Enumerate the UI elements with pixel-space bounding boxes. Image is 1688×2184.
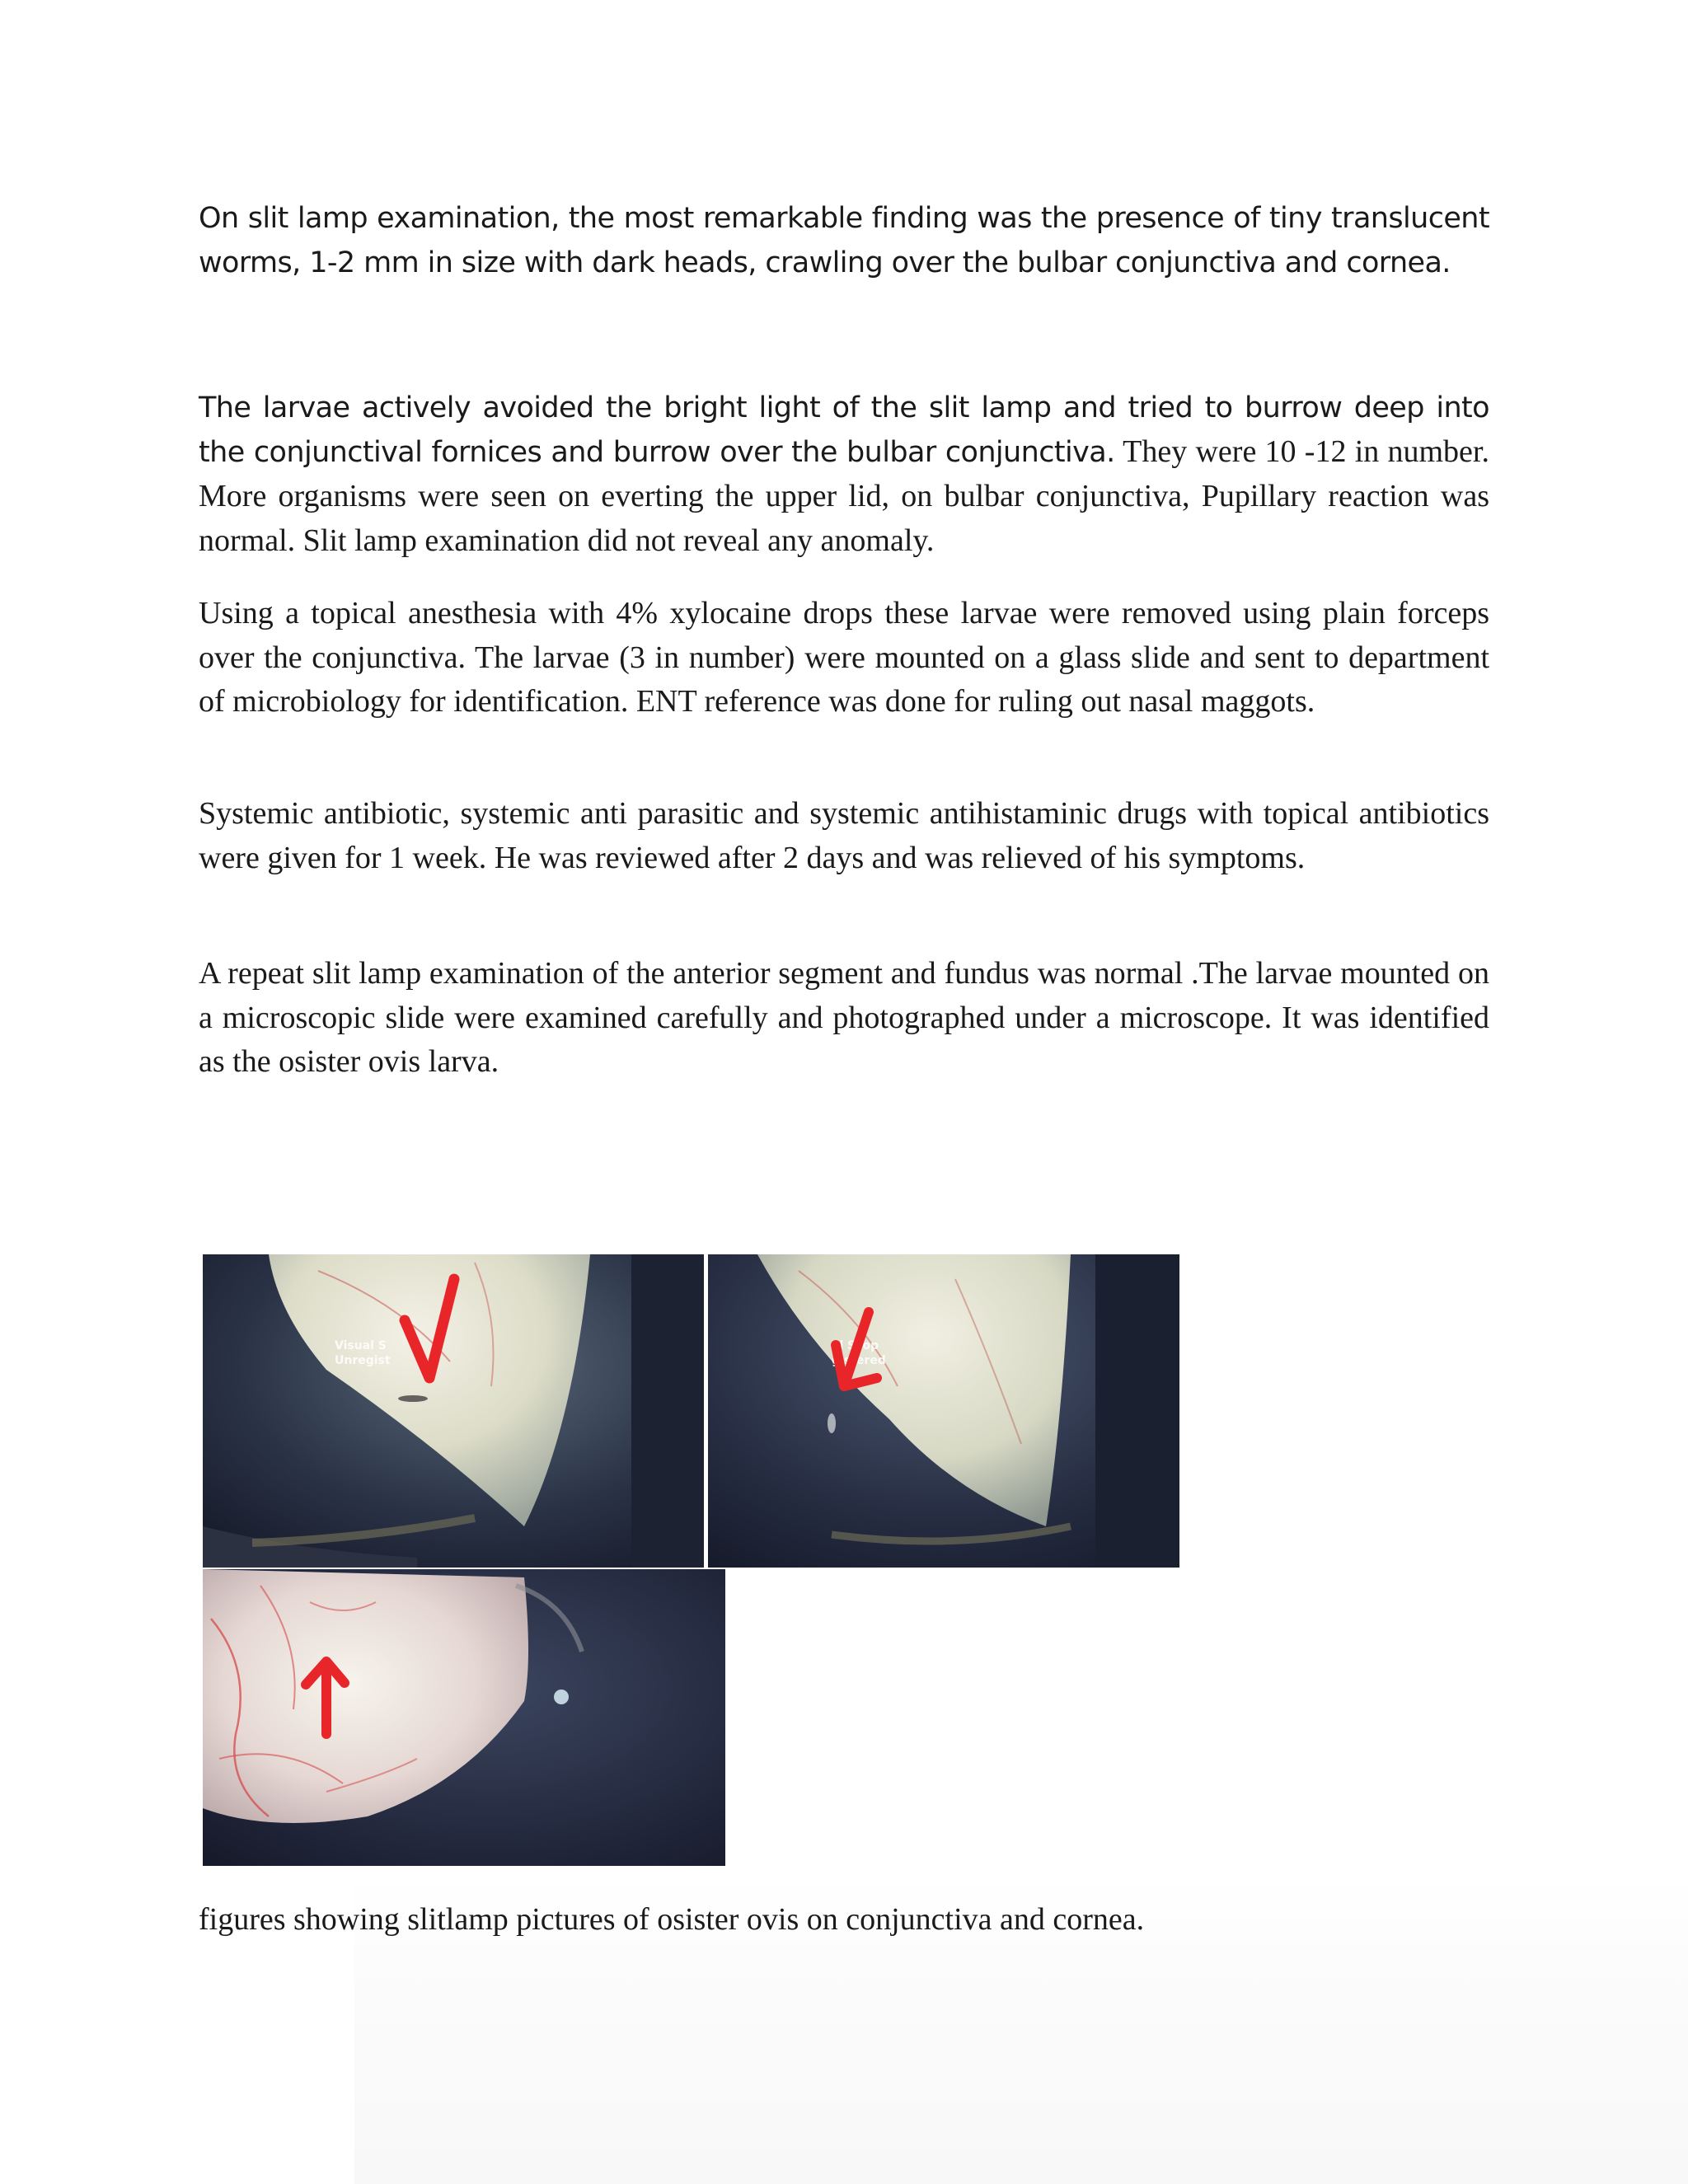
slitlamp-photo-2-image: [708, 1254, 1179, 1568]
paragraph-larvae-behavior: [199, 386, 1489, 563]
watermark-line1: Visual S: [335, 1339, 387, 1352]
paragraph-slit-lamp-finding: On slit lamp examination, the most remarkable finding was the presence of tiny translucent worms, 1-2 mm in size with dark heads, crawling over the bulbar conjunctiva and cornea.: [199, 202, 1489, 279]
watermark-line1: al Scop: [832, 1339, 879, 1352]
paragraph-larvae-behavior-part2: They were 10 -12 in number. More organisms were seen on everting the upper lid, on bulbar conjunctiva, Pupillary reaction was normal. Slit lamp examination did not reveal any anomaly.: [199, 434, 1489, 558]
watermark-line2: Unregist: [335, 1354, 391, 1367]
watermark-line2: gistered: [832, 1354, 886, 1367]
slitlamp-photo-3-image: [203, 1569, 725, 1866]
paragraph-removal-procedure: Using a topical anesthesia with 4% xylocaine drops these larvae were removed using plain forceps over the conjunctiva. The larvae (3 in number) were mounted on a glass slide and sent to department of microbiology for identification. ENT reference was done for ruling out nasal maggots.: [199, 596, 1489, 719]
figure-caption: figures showing slitlamp pictures of osister ovis on conjunctiva and cornea.: [199, 1902, 1145, 1937]
slitlamp-photo-1: [203, 1254, 704, 1568]
paragraph-identification: A repeat slit lamp examination of the anterior segment and fundus was normal .The larvae mounted on a microscopic slide were examined carefully and photographed under a microscope. It was identified as the osister ovis larva.: [199, 956, 1489, 1079]
slitlamp-photo-2: [708, 1254, 1179, 1568]
paragraph-treatment: Systemic antibiotic, systemic anti parasitic and systemic antihistaminic drugs with topical antibiotics were given for 1 week. He was reviewed after 2 days and was relieved of his symptoms.: [199, 796, 1489, 875]
slitlamp-photo-3: [203, 1569, 725, 1866]
slitlamp-photo-1-image: [203, 1254, 704, 1568]
paragraph-larvae-behavior-part1: The larvae actively avoided the bright light of the slit lamp and tried to burrow deep into the conjunctival fornices and burrow over the bulbar conjunctiva.: [199, 391, 1489, 469]
